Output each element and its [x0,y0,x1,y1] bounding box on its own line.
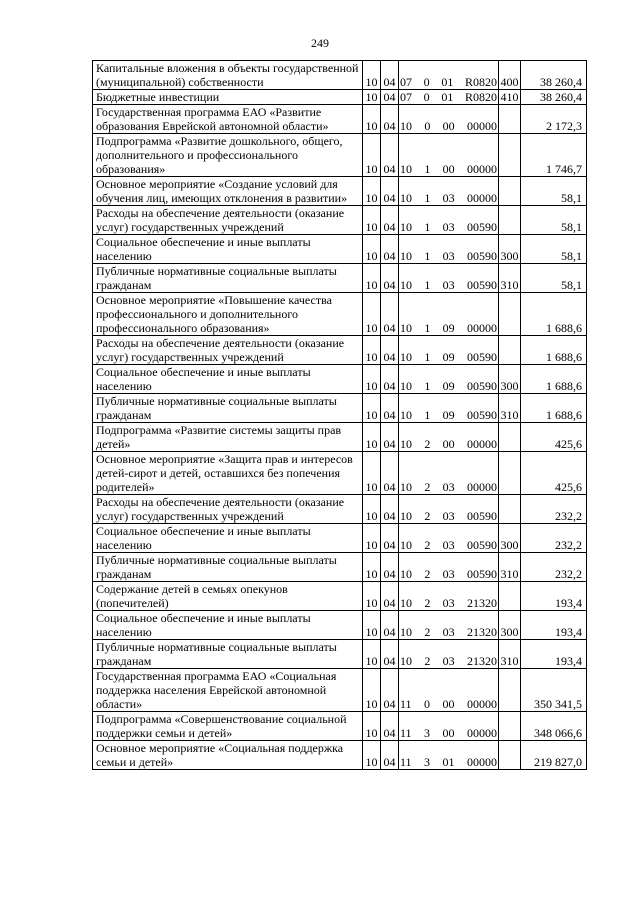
expense-type-code [499,712,521,741]
target-article-part: 03 [442,654,455,668]
target-article-part: 00000 [466,697,497,711]
target-article-parts [399,119,498,133]
target-article-parts [399,480,498,494]
target-article-part: 10 [400,596,412,610]
target-article-part: 10 [400,509,412,523]
amount: 1 688,6 [521,394,587,423]
target-article-part: 2 [424,509,431,523]
subsection-code: 04 [381,61,399,90]
target-article-parts [399,437,498,451]
target-article-part: 10 [400,220,412,234]
target-article-part: 1 [424,278,431,292]
target-article-parts [399,408,498,422]
expense-name: Публичные нормативные социальные выплаты гражданам [93,394,363,423]
target-article-code [399,336,499,365]
target-article-part: 00 [442,162,455,176]
target-article-code [399,423,499,452]
target-article-part: 00590 [466,249,497,263]
expense-type-code: 300 [499,524,521,553]
section-code: 10 [363,365,381,394]
target-article-code [399,582,499,611]
expense-name: Социальное обеспечение и иные выплаты населению [93,611,363,640]
expense-type-code [499,495,521,524]
target-article-parts [399,596,498,610]
section-code: 10 [363,206,381,235]
section-code: 10 [363,177,381,206]
target-article-part: 00 [442,437,455,451]
target-article-parts [399,379,498,393]
amount: 1 688,6 [521,336,587,365]
target-article-part: 1 [424,408,431,422]
target-article-part: 1 [424,220,431,234]
table-row [93,495,587,524]
section-code: 10 [363,61,381,90]
target-article-parts [399,697,498,711]
subsection-code: 04 [381,177,399,206]
table-row [93,741,587,770]
amount: 38 260,4 [521,61,587,90]
expense-type-code [499,105,521,134]
target-article-part: 10 [400,119,412,133]
expense-name: Основное мероприятие «Создание условий для обучения лиц, имеющих отклонения в развитии» [93,177,363,206]
expense-name: Подпрограмма «Совершенствование социальной поддержки семьи и детей» [93,712,363,741]
table-row [93,553,587,582]
target-article-part: 03 [442,249,455,263]
expense-name: Подпрограмма «Развитие дошкольного, общего, дополнительного и профессионального образования» [93,134,363,177]
target-article-part: 0 [424,697,431,711]
amount: 350 341,5 [521,669,587,712]
subsection-code: 04 [381,553,399,582]
section-code: 10 [363,524,381,553]
target-article-parts [399,162,498,176]
target-article-part: 21320 [466,625,497,639]
target-article-code [399,611,499,640]
subsection-code: 04 [381,495,399,524]
target-article-part: 00590 [466,509,497,523]
expense-type-code: 300 [499,365,521,394]
target-article-part: 2 [424,654,431,668]
amount: 219 827,0 [521,741,587,770]
subsection-code: 04 [381,235,399,264]
target-article-part: 10 [400,379,412,393]
target-article-code [399,105,499,134]
expense-type-code: 310 [499,553,521,582]
target-article-code [399,669,499,712]
subsection-code: 04 [381,90,399,105]
amount: 425,6 [521,423,587,452]
target-article-part: 00000 [466,162,497,176]
target-article-part: 10 [400,408,412,422]
expense-type-code [499,293,521,336]
target-article-code [399,206,499,235]
target-article-code [399,640,499,669]
target-article-part: 1 [424,162,431,176]
target-article-part: 2 [424,480,431,494]
table-row [93,423,587,452]
target-article-part: 2 [424,538,431,552]
subsection-code: 04 [381,336,399,365]
expense-name: Публичные нормативные социальные выплаты гражданам [93,264,363,293]
amount: 232,2 [521,495,587,524]
amount: 1 746,7 [521,134,587,177]
section-code: 10 [363,134,381,177]
target-article-part: 00 [442,726,455,740]
target-article-part: 00000 [466,726,497,740]
amount: 193,4 [521,640,587,669]
subsection-code: 04 [381,264,399,293]
section-code: 10 [363,423,381,452]
section-code: 10 [363,293,381,336]
table-row [93,264,587,293]
expense-type-code: 310 [499,394,521,423]
expense-type-code [499,177,521,206]
target-article-parts [399,538,498,552]
expense-name: Государственная программа ЕАО «Социальная поддержка населения Еврейской автономной области» [93,669,363,712]
expense-type-code: 310 [499,264,521,293]
target-article-part: 10 [400,191,412,205]
target-article-part: 1 [424,249,431,263]
expense-name: Социальное обеспечение и иные выплаты населению [93,365,363,394]
target-article-part: 11 [400,726,412,740]
target-article-part: 00590 [466,567,497,581]
expense-name: Публичные нормативные социальные выплаты гражданам [93,640,363,669]
page-number: 249 [311,36,329,50]
target-article-part: 10 [400,654,412,668]
amount: 193,4 [521,582,587,611]
target-article-part: 2 [424,437,431,451]
target-article-part: 0 [424,119,431,133]
table-row [93,640,587,669]
target-article-code [399,134,499,177]
expense-type-code [499,741,521,770]
target-article-part: 10 [400,162,412,176]
target-article-part: 00590 [466,408,497,422]
target-article-part: 11 [400,755,412,769]
table-row [93,206,587,235]
subsection-code: 04 [381,712,399,741]
expense-type-code: 310 [499,640,521,669]
target-article-part: 03 [442,625,455,639]
target-article-part: 00000 [466,480,497,494]
target-article-part: 1 [424,321,431,335]
expense-name: Расходы на обеспечение деятельности (оказание услуг) государственных учреждений [93,336,363,365]
expense-name: Капитальные вложения в объекты государственной (муниципальной) собственности [93,61,363,90]
target-article-part: 21320 [466,596,497,610]
expense-type-code: 300 [499,611,521,640]
table-row [93,394,587,423]
target-article-part: 03 [442,480,455,494]
target-article-part: 01 [442,755,455,769]
target-article-code [399,712,499,741]
table-row [93,235,587,264]
expense-name: Основное мероприятие «Защита прав и интересов детей-сирот и детей, оставшихся без попечения родителей» [93,452,363,495]
section-code: 10 [363,582,381,611]
target-article-part: 00000 [466,191,497,205]
target-article-code [399,741,499,770]
target-article-code [399,553,499,582]
expense-type-code [499,669,521,712]
expense-name: Бюджетные инвестиции [93,90,363,105]
table-row [93,712,587,741]
target-article-part: 10 [400,278,412,292]
target-article-part: 3 [424,755,431,769]
expense-type-code [499,452,521,495]
expense-type-code: 300 [499,235,521,264]
table-row [93,365,587,394]
expense-name: Основное мероприятие «Повышение качества профессионального и дополнительного профессионального образования» [93,293,363,336]
section-code: 10 [363,553,381,582]
expense-type-code: 410 [500,90,519,104]
target-article-part: 03 [442,596,455,610]
expense-name: Публичные нормативные социальные выплаты гражданам [93,553,363,582]
expense-name: Расходы на обеспечение деятельности (оказание услуг) государственных учреждений [93,206,363,235]
target-article-parts [399,75,498,89]
target-article-code [399,495,499,524]
table-row [93,669,587,712]
target-article-part: 09 [442,408,455,422]
target-article-part: 10 [400,249,412,263]
target-article-code [399,394,499,423]
target-article-code [399,235,499,264]
expense-type-code [499,134,521,177]
amount: 38 260,4 [521,90,587,105]
target-article-part: 00000 [466,119,497,133]
target-article-parts [399,567,498,581]
target-article-parts [399,726,498,740]
section-code: 10 [363,90,381,105]
expense-name: Государственная программа ЕАО «Развитие образования Еврейской автономной области» [93,105,363,134]
section-code: 10 [363,105,381,134]
target-article-part: 09 [442,321,455,335]
table-row [93,177,587,206]
expense-name: Содержание детей в семьях опекунов (попечителей) [93,582,363,611]
target-article-part: 03 [442,220,455,234]
target-article-parts [399,755,498,769]
expense-type-code [499,582,521,611]
target-article-part: 03 [442,278,455,292]
expense-type-code: 400 [499,61,521,90]
target-article-code [399,293,499,336]
section-code: 10 [363,394,381,423]
target-article-part: 03 [442,567,455,581]
expense-type-code [499,423,521,452]
subsection-code: 04 [381,105,399,134]
section-code: 10 [363,611,381,640]
target-article-code [399,365,499,394]
target-article-part: 21320 [466,654,497,668]
target-article-part: 1 [424,350,431,364]
target-article-part: 10 [400,567,412,581]
table-row [93,61,587,90]
subsection-code: 04 [381,134,399,177]
amount: 1 688,6 [521,365,587,394]
section-code: 10 [363,640,381,669]
amount: 58,1 [521,235,587,264]
target-article-code [399,90,499,105]
subsection-code: 04 [381,423,399,452]
target-article-parts [399,90,498,104]
amount: 58,1 [521,264,587,293]
target-article-parts [399,249,498,263]
table-row [93,524,587,553]
amount: 58,1 [521,206,587,235]
table-row [93,336,587,365]
subsection-code: 04 [381,293,399,336]
amount: 425,6 [521,452,587,495]
target-article-part: 00590 [466,220,497,234]
target-article-part: 03 [442,509,455,523]
target-article-part: 10 [400,625,412,639]
target-article-part: 3 [424,726,431,740]
expense-name: Социальное обеспечение и иные выплаты населению [93,524,363,553]
target-article-part: 00 [442,697,455,711]
target-article-part: R0820 [464,75,497,89]
expense-name: Расходы на обеспечение деятельности (оказание услуг) государственных учреждений [93,495,363,524]
target-article-part: 09 [442,350,455,364]
target-article-part: 1 [424,191,431,205]
table-row [93,293,587,336]
section-code: 10 [363,235,381,264]
subsection-code: 04 [381,611,399,640]
target-article-parts [399,625,498,639]
target-article-part: 10 [400,538,412,552]
target-article-part: 2 [424,596,431,610]
target-article-part: 03 [442,191,455,205]
target-article-part: 01 [441,90,454,104]
target-article-part: 1 [424,379,431,393]
target-article-parts [399,509,498,523]
target-article-part: 2 [424,567,431,581]
target-article-parts [399,220,498,234]
target-article-part: 00590 [466,538,497,552]
target-article-parts [399,321,498,335]
target-article-part: 00590 [466,379,497,393]
table-row [93,452,587,495]
budget-table [92,60,587,770]
target-article-code [399,264,499,293]
section-code: 10 [363,712,381,741]
target-article-parts [399,191,498,205]
amount: 232,2 [521,524,587,553]
table-row [93,90,587,105]
section-code: 10 [363,452,381,495]
target-article-part: 0 [423,90,430,104]
amount: 2 172,3 [521,105,587,134]
target-article-code [399,524,499,553]
expense-type-code [499,336,521,365]
expense-name: Основное мероприятие «Социальная поддержка семьи и детей» [93,741,363,770]
target-article-part: 00000 [466,755,497,769]
target-article-part: 01 [441,75,454,89]
target-article-parts [399,350,498,364]
target-article-part: 00590 [466,350,497,364]
section-code: 10 [363,741,381,770]
target-article-part: 10 [400,437,412,451]
amount: 1 688,6 [521,293,587,336]
table-row [93,611,587,640]
table-row [93,582,587,611]
target-article-code [399,61,499,90]
target-article-part: 10 [400,321,412,335]
target-article-part: 2 [424,625,431,639]
subsection-code: 04 [381,206,399,235]
subsection-code: 04 [381,741,399,770]
target-article-parts [399,278,498,292]
target-article-parts [399,654,498,668]
target-article-part: 00590 [466,278,497,292]
target-article-part: 00000 [466,437,497,451]
subsection-code: 04 [381,524,399,553]
target-article-part: 07 [400,90,412,104]
subsection-code: 04 [381,365,399,394]
subsection-code: 04 [381,640,399,669]
expense-name: Подпрограмма «Развитие системы защиты прав детей» [93,423,363,452]
section-code: 10 [363,495,381,524]
amount: 232,2 [521,553,587,582]
subsection-code: 04 [381,582,399,611]
section-code: 10 [363,264,381,293]
subsection-code: 04 [381,452,399,495]
amount: 58,1 [521,177,587,206]
subsection-code: 04 [381,394,399,423]
target-article-part: 10 [400,350,412,364]
target-article-part: R0820 [464,90,497,104]
section-code: 10 [363,336,381,365]
target-article-part: 0 [423,75,430,89]
table-row [93,105,587,134]
target-article-part: 07 [400,75,412,89]
target-article-part: 03 [442,538,455,552]
target-article-part: 10 [400,480,412,494]
table-row [93,134,587,177]
section-code: 10 [363,669,381,712]
amount: 348 066,6 [521,712,587,741]
expense-name: Социальное обеспечение и иные выплаты населению [93,235,363,264]
target-article-part: 09 [442,379,455,393]
target-article-part: 11 [400,697,412,711]
target-article-part: 00 [442,119,455,133]
target-article-part: 00000 [466,321,497,335]
target-article-code [399,177,499,206]
expense-type-code [499,206,521,235]
subsection-code: 04 [381,669,399,712]
target-article-code [399,452,499,495]
amount: 193,4 [521,611,587,640]
